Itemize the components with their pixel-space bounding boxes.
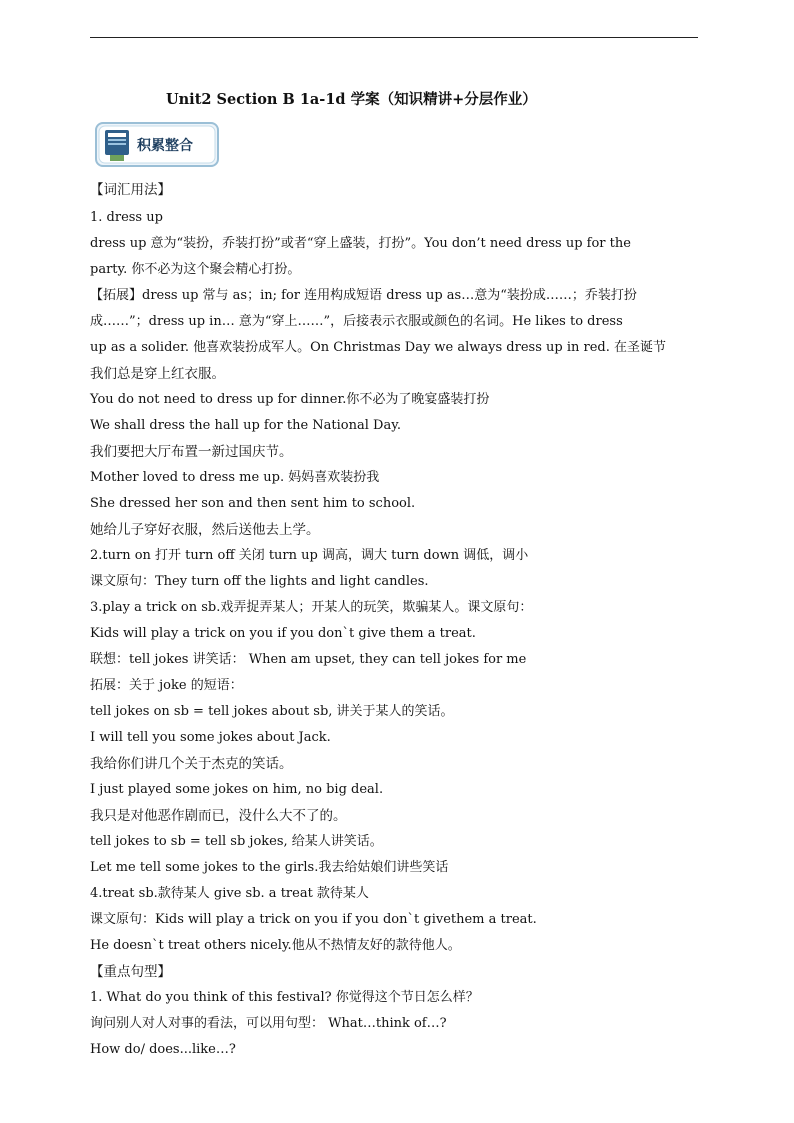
paragraph-line: 我给你们讲几个关于杰克的笑话。: [90, 756, 293, 772]
badge-label: 积累整合: [137, 138, 193, 154]
paragraph-line: 2.turn on 打开 turn off 关闭 turn up 调高，调大 turn down 调低，调小: [90, 548, 529, 563]
paragraph-line: 【拓展】dress up 常与 as；in; for 连用构成短语 dress up as…意为“装扮成……；乔装打扮: [90, 288, 637, 303]
paragraph-line: tell jokes to sb = tell sb jokes, 给某人讲笑话。: [90, 834, 383, 849]
paragraph-line: up as a solider. 他喜欢装扮成军人。On Christmas Day we always dress up in red. 在圣诞节: [90, 340, 666, 355]
paragraph-line: I just played some jokes on him, no big deal.: [90, 782, 384, 797]
paragraph-line: 拓展：关于 joke 的短语：: [90, 678, 243, 693]
paragraph-line: 1. dress up: [90, 210, 163, 225]
paragraph-line: 我们总是穿上红衣服。: [90, 366, 225, 382]
section-badge: [95, 121, 219, 168]
paragraph-line: 课文原句：Kids will play a trick on you if you don`t givethem a treat.: [90, 912, 537, 927]
paragraph-line: tell jokes on sb = tell jokes about sb, 讲关于某人的笑话。: [90, 704, 454, 719]
paragraph-line: He doesn`t treat others nicely.他从不热情友好的款待他人。: [90, 938, 461, 953]
heading-vocabulary: 【词汇用法】: [90, 182, 171, 198]
paragraph-line: 3.play a trick on sb.戏弄捉弄某人；开某人的玩笑，欺骗某人。课文原句：: [90, 600, 533, 615]
paragraph-line: 我只是对他恶作剧而已，没什么大不了的。: [90, 808, 347, 824]
paragraph-line: Let me tell some jokes to the girls.我去给姑娘们讲些笑话: [90, 860, 449, 875]
paragraph-line: 课文原句：They turn off the lights and light candles.: [90, 574, 429, 589]
paragraph-line: 我们要把大厅布置一新过国庆节。: [90, 444, 293, 460]
paragraph-line: I will tell you some jokes about Jack.: [90, 730, 331, 745]
paragraph-line: You do not need to dress up for dinner.你不必为了晚宴盛装打扮: [90, 392, 490, 407]
paragraph-line: Kids will play a trick on you if you don`t give them a treat.: [90, 626, 476, 641]
paragraph-line: 询问别人对人对事的看法，可以用句型： What…think of…?: [90, 1016, 447, 1031]
paragraph-line: Mother loved to dress me up. 妈妈喜欢装扮我: [90, 470, 380, 485]
heading-key-sentences: 【重点句型】: [90, 964, 171, 980]
document-title: Unit2 Section B 1a-1d 学案（知识精讲+分层作业）: [166, 91, 537, 108]
paragraph-line: 成……”；dress up in… 意为“穿上……”，后接表示衣服或颜色的名词。He likes to dress: [90, 314, 623, 329]
paragraph-line: She dressed her son and then sent him to school.: [90, 496, 416, 511]
paragraph-line: 1. What do you think of this festival? 你觉得这个节日怎么样？: [90, 990, 479, 1005]
paragraph-line: dress up 意为“装扮，乔装打扮”或者“穿上盛装，打扮”。You don’t need dress up for the: [90, 236, 631, 251]
paragraph-line: 4.treat sb.款待某人 give sb. a treat 款待某人: [90, 886, 369, 901]
header-rule: [90, 37, 698, 38]
paragraph-line: party. 你不必为这个聚会精心打扮。: [90, 262, 301, 277]
paragraph-line: 她给儿子穿好衣服，然后送他去上学。: [90, 522, 320, 538]
paragraph-line: 联想：tell jokes 讲笑话： When am upset, they can tell jokes for me: [90, 652, 527, 667]
paragraph-line: How do/ does...like…?: [90, 1042, 236, 1057]
paragraph-line: We shall dress the hall up for the National Day.: [90, 418, 401, 433]
